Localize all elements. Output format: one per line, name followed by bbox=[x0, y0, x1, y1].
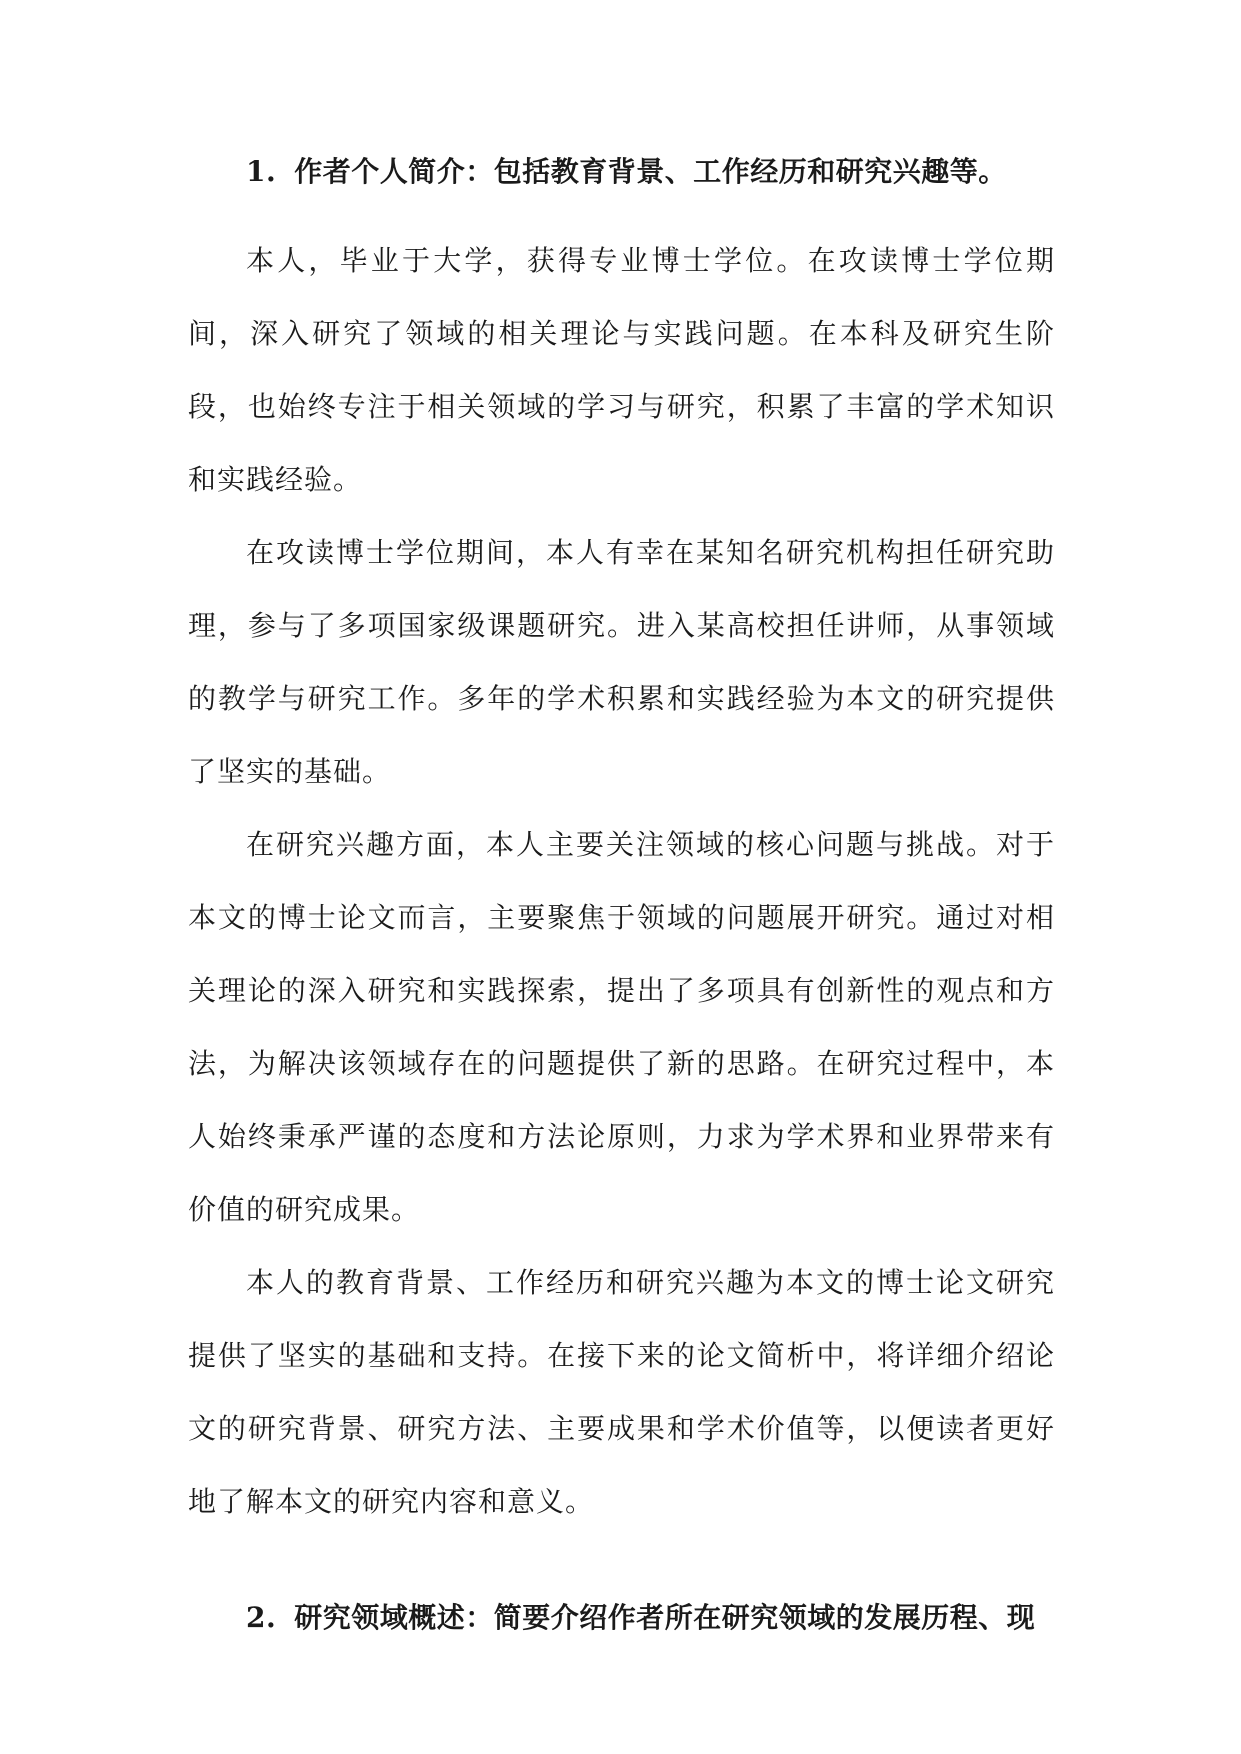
section-2-heading bbox=[188, 1598, 1055, 1638]
section-1-heading bbox=[188, 152, 1055, 192]
paragraph-work-experience: 在攻读博士学位期间，本人有幸在某知名研究机构担任研究助理，参与了多项国家级课题研究。进入某高校担任讲师，从事领域的教学与研究工作。多年的学术积累和实践经验为本文的研究提供了坚实的基础。 bbox=[188, 536, 1055, 788]
section-2-number: 2. bbox=[246, 1601, 277, 1634]
section-2-title: 研究领域概述：简要介绍作者所在研究领域的发展历程、现 bbox=[294, 1601, 1036, 1634]
paragraph-summary: 本人的教育背景、工作经历和研究兴趣为本文的博士论文研究提供了坚实的基础和支持。在接下来的论文简析中，将详细介绍论文的研究背景、研究方法、主要成果和学术价值等，以便读者更好地了解本文的研究内容和意义。 bbox=[188, 1266, 1055, 1518]
document-body bbox=[188, 152, 1055, 1638]
spacer bbox=[188, 1538, 1055, 1598]
paragraph-research-interests: 在研究兴趣方面，本人主要关注领域的核心问题与挑战。对于本文的博士论文而言，主要聚焦于领域的问题展开研究。通过对相关理论的深入研究和实践探索，提出了多项具有创新性的观点和方法，为解决该领域存在的问题提供了新的思路。在研究过程中，本人始终秉承严谨的态度和方法论原则，力求为学术界和业界带来有价值的研究成果。 bbox=[188, 828, 1055, 1226]
paragraph-education: 本人，毕业于大学，获得专业博士学位。在攻读博士学位期间，深入研究了领域的相关理论与实践问题。在本科及研究生阶段，也始终专注于相关领域的学习与研究，积累了丰富的学术知识和实践经验。 bbox=[188, 244, 1055, 496]
section-1-number: 1. bbox=[246, 155, 277, 188]
section-1-title: 作者个人简介：包括教育背景、工作经历和研究兴趣等。 bbox=[294, 155, 1007, 188]
spacer bbox=[188, 192, 1055, 224]
